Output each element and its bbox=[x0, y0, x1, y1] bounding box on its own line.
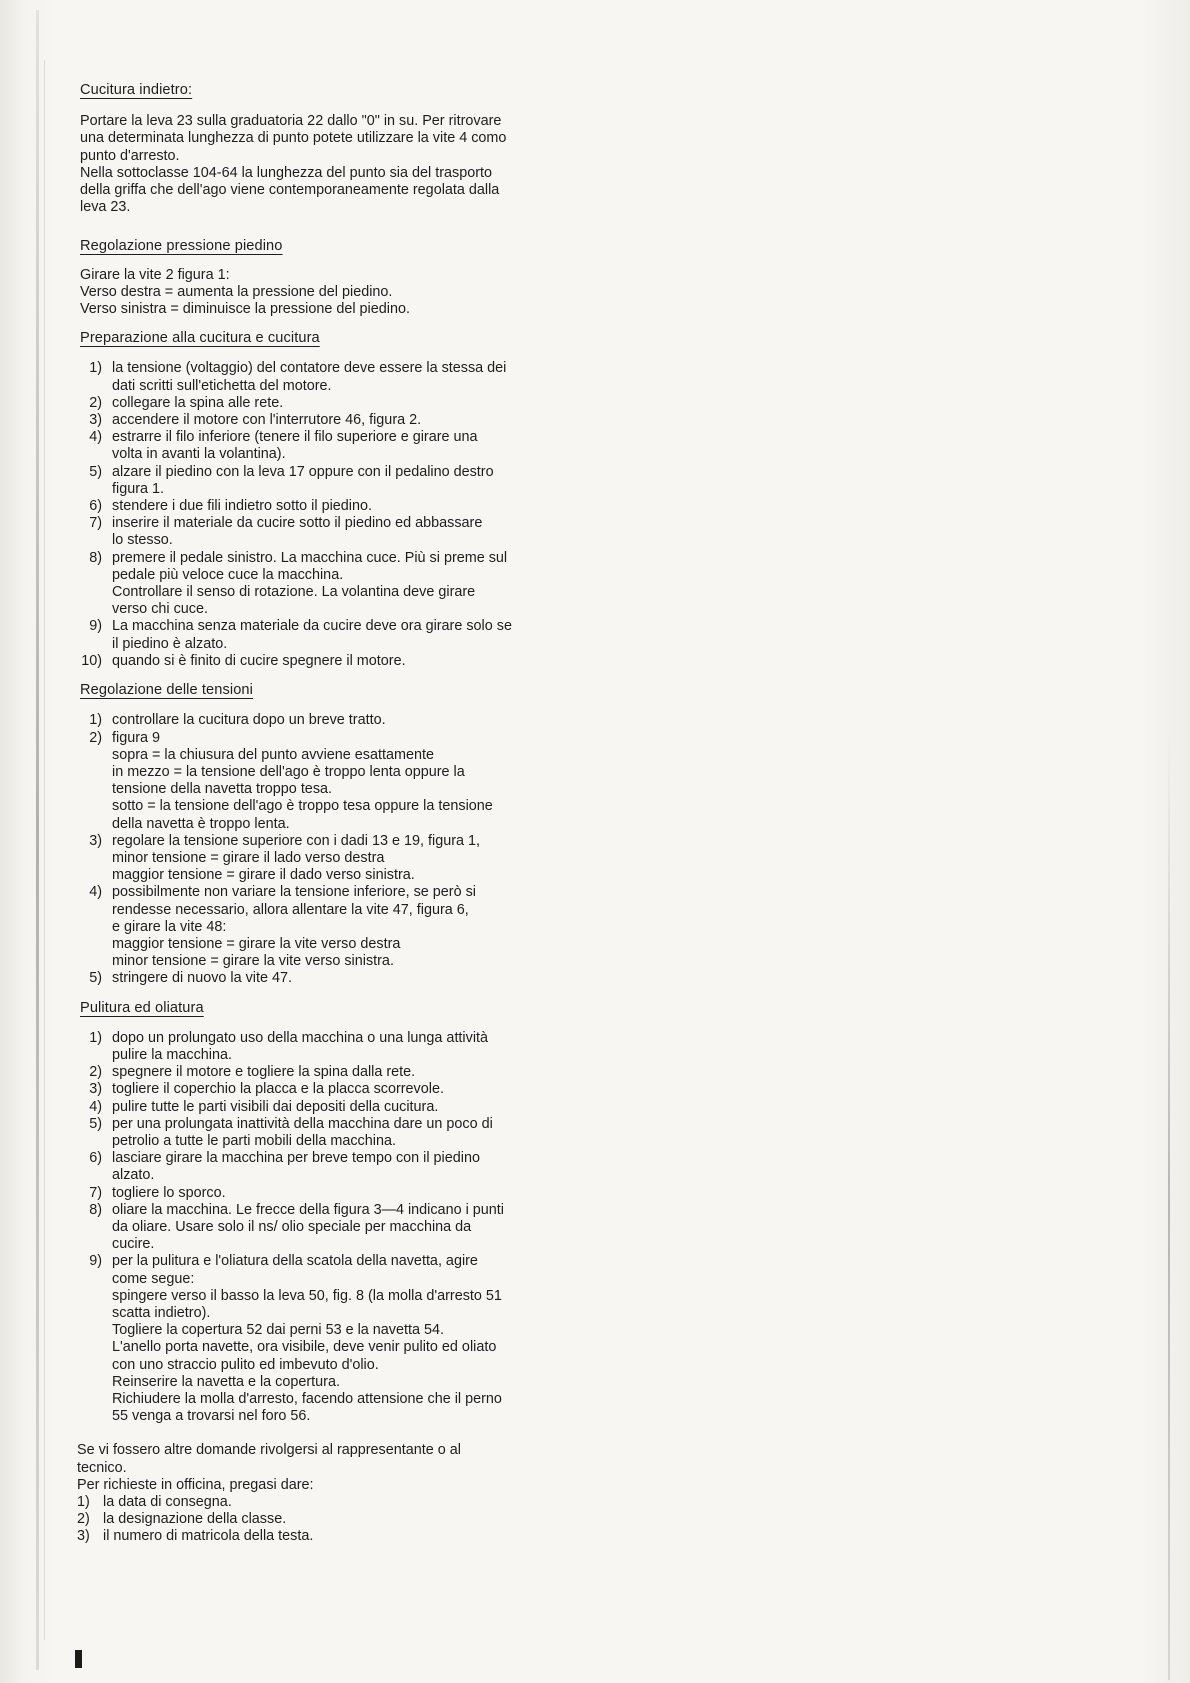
page-edge-shadow bbox=[1168, 730, 1170, 1680]
list-item: 4) pulire tutte le parti visibili dai depositi della cucitura. bbox=[89, 1098, 439, 1115]
list-item: 1) la data di consegna. bbox=[77, 1494, 232, 1511]
list-item: 1) la tensione (voltaggio) del contatore deve essere la stessa dei dati scritti sull'etichetta del motore. bbox=[89, 360, 507, 394]
list-item: 3) il numero di matricola della testa. bbox=[77, 1528, 314, 1545]
list-item: 9) La macchina senza materiale da cucire deve ora girare solo se il piedino è alzato. bbox=[89, 618, 512, 652]
list-item: 5) stringere di nuovo la vite 47. bbox=[89, 970, 292, 987]
list-item: 2) figura 9 sopra = la chiusura del punto avviene esattamente in mezzo = la tensione dell'ago è troppo lenta oppure la tensione della navetta troppo tesa. sotto = la tensione dell'ago è troppo tesa oppure la tensione della navetta è troppo lenta. bbox=[89, 729, 493, 832]
section-cucitura-indietro bbox=[80, 82, 640, 216]
list-item: 8) oliare la macchina. Le frecce della figura 3—4 indicano i punti da oliare. Usare solo il ns/ olio speciale per macchina da cucire. bbox=[89, 1201, 504, 1253]
info-list bbox=[77, 1494, 640, 1546]
section-heading: Regolazione pressione piedino bbox=[80, 238, 283, 255]
list-item: 1) dopo un prolungato uso della macchina o una lunga attività pulire la macchina. bbox=[89, 1029, 489, 1063]
section-heading: Regolazione delle tensioni bbox=[80, 682, 253, 699]
section-heading: Preparazione alla cucitura e cucitura bbox=[80, 330, 320, 347]
closing-paragraph: Se vi fossero altre domande rivolgersi al rappresentante o al tecnico. Per richieste in officina, pregasi dare: bbox=[77, 1442, 461, 1493]
binding-shadow bbox=[36, 10, 39, 1670]
list-item: 3) togliere il coperchio la placca e la placca scorrevole. bbox=[89, 1081, 444, 1098]
list-item: 1) controllare la cucitura dopo un breve tratto. bbox=[89, 712, 386, 729]
section-paragraph: Portare la leva 23 sulla graduatoria 22 dallo "0" in su. Per ritrovare una determinata lunghezza di punto potete utilizzare la vite 4 como punto d'arresto. Nella sottoclasse 104-64 la lunghezza del punto sia del trasporto della griffa che dell'ago viene contemporaneamente regolata dalla leva 23. bbox=[80, 113, 507, 216]
list-item: 4) estrarre il filo inferiore (tenere il filo superiore e girare una volta in avanti la volantina). bbox=[89, 429, 478, 463]
steps-list bbox=[80, 1030, 640, 1426]
list-item: 2) la designazione della classe. bbox=[77, 1511, 287, 1528]
binding-line bbox=[44, 60, 45, 1640]
section-paragraph: Girare la vite 2 figura 1: Verso destra = aumenta la pressione del piedino. Verso sinistra = diminuisce la pressione del piedino. bbox=[80, 266, 410, 318]
list-item: 5) per una prolungata inattività della macchina dare un poco di petrolio a tutte le parti mobili della macchina. bbox=[89, 1115, 493, 1149]
list-item: 3) accendere il motore con l'interrutore 46, figura 2. bbox=[89, 412, 422, 429]
list-item: 4) possibilmente non variare la tensione inferiore, se però si rendesse necessario, allora allentare la vite 47, figura 6, e girare la vite 48: maggior tensione = girare la vite verso destra minor tensione = girare la vite verso sinistra. bbox=[89, 884, 476, 970]
list-item: 9) per la pulitura e l'oliatura della scatola della navetta, agire come segue: spingere verso il basso la leva 50, fig. 8 (la molla d'arresto 51 scatta indietro). Togliere la copertura 52 dai perni 53 e la navetta 54. L'anello porta navette, ora visibile, deve venir pulito ed oliato con uno straccio pulito ed imbevuto d'olio. Reinserire la navetta e la copertura. Richiudere la molla d'arresto, facendo attensione che il perno 55 venga a trovarsi nel foro 56. bbox=[89, 1253, 502, 1425]
section-preparazione bbox=[80, 330, 640, 670]
section-pulitura bbox=[80, 1000, 640, 1426]
steps-list bbox=[80, 712, 640, 987]
list-item: 7) togliere lo sporco. bbox=[89, 1184, 226, 1201]
list-item: 10) quando si è finito di cucire spegnere il motore. bbox=[81, 652, 406, 669]
list-item: 6) stendere i due fili indietro sotto il piedino. bbox=[89, 498, 372, 515]
section-heading: Pulitura ed oliatura bbox=[80, 999, 204, 1016]
section-regolazione-tensioni bbox=[80, 682, 640, 987]
section-heading: Cucitura indietro: bbox=[80, 82, 193, 98]
list-item: 8) premere il pedale sinistro. La macchina cuce. Più si preme sul pedale più veloce cuce la macchina. Controllare il senso di rotazione. La volantina deve girare verso chi cuce. bbox=[89, 549, 508, 618]
section-regolazione-pressione bbox=[80, 238, 640, 318]
list-item: 2) collegare la spina alle rete. bbox=[89, 394, 284, 411]
list-item: 2) spegnere il motore e togliere la spina dalla rete. bbox=[89, 1064, 416, 1081]
manual-text bbox=[77, 82, 640, 1546]
closing-section bbox=[77, 1442, 640, 1545]
list-item: 7) inserire il materiale da cucire sotto il piedino ed abbassare lo stesso. bbox=[89, 515, 483, 549]
scan-registration-mark bbox=[75, 1650, 82, 1668]
list-item: 3) regolare la tensione superiore con i dadi 13 e 19, figura 1, minor tensione = girare il lado verso destra maggior tensione = girare il dado verso sinistra. bbox=[89, 832, 481, 884]
list-item: 5) alzare il piedino con la leva 17 oppure con il pedalino destro figura 1. bbox=[89, 463, 494, 497]
list-item: 6) lasciare girare la macchina per breve tempo con il piedino alzato. bbox=[89, 1150, 480, 1184]
steps-list bbox=[80, 360, 640, 670]
